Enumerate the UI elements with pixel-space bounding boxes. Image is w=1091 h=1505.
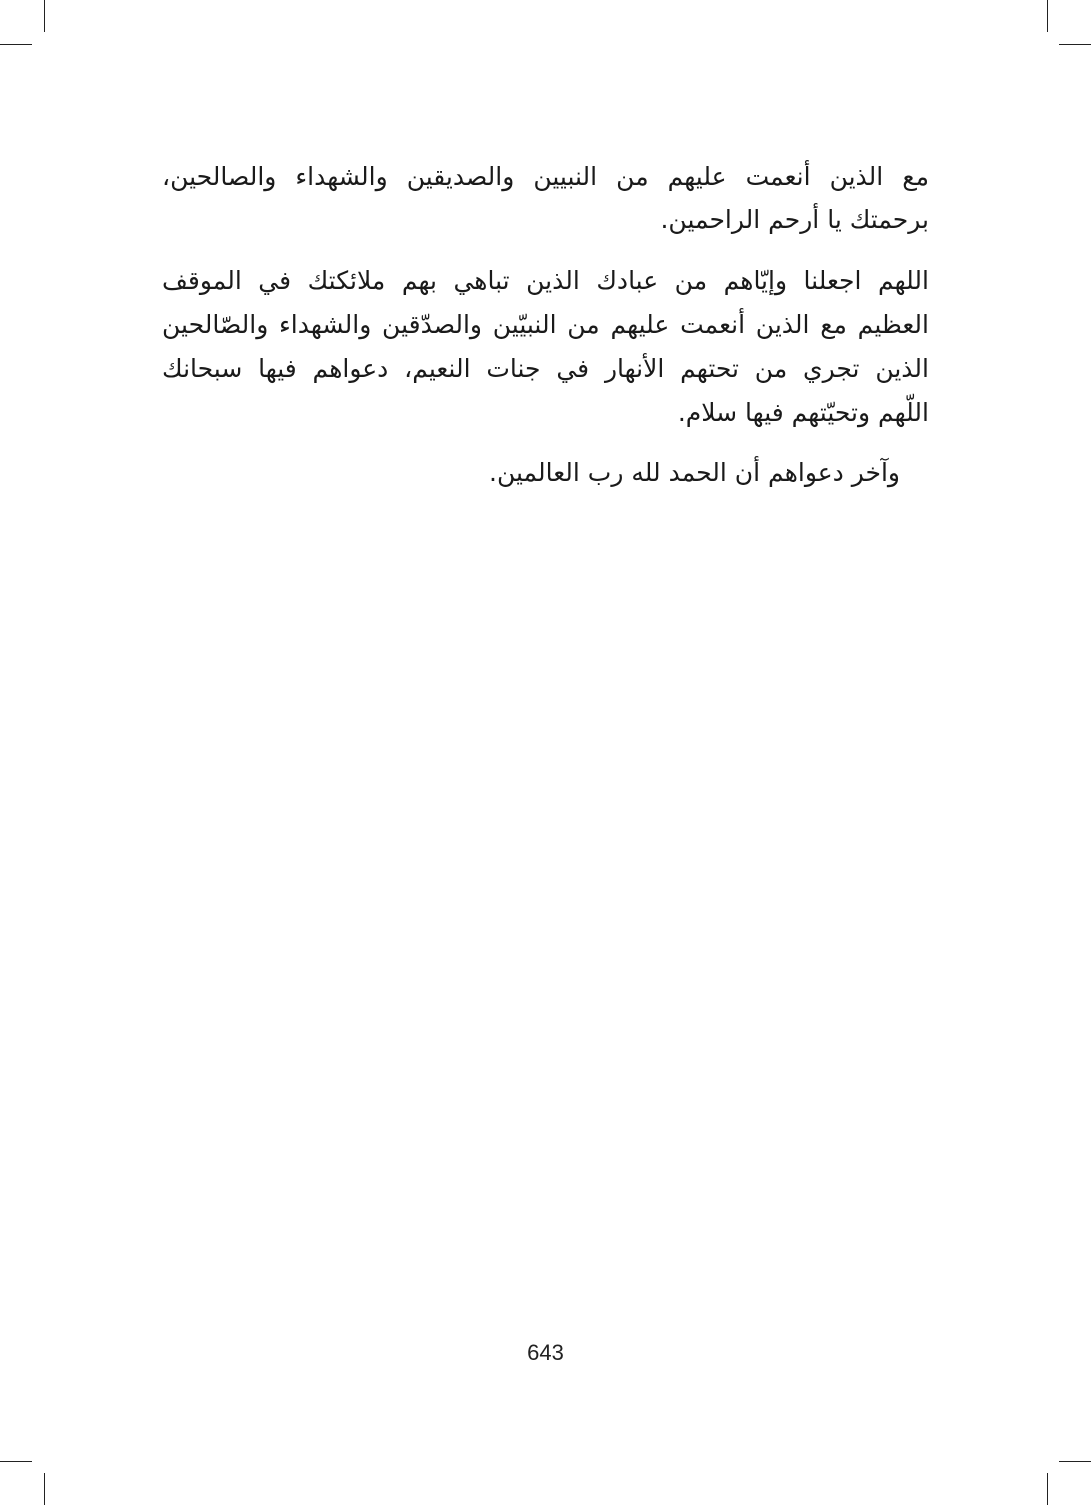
paragraph-1-line-2: برحمتك يا أرحم الراحمين. xyxy=(660,205,929,234)
paragraph-2-line-2: العظيم مع الذين أنعمت عليهم من النبيّين والصدّقين والشهداء والصّالحين xyxy=(162,310,929,339)
crop-mark-top-left-v xyxy=(44,0,45,32)
paragraph-1-line-1: مع الذين أنعمت عليهم من النبيين والصديقين والشهداء والصالحين، xyxy=(162,162,929,191)
crop-mark-bottom-left-v xyxy=(44,1473,45,1505)
page-number: 643 xyxy=(527,1340,564,1365)
crop-mark-bottom-right-h xyxy=(1059,1461,1091,1462)
crop-mark-bottom-left-h xyxy=(0,1461,32,1462)
crop-mark-bottom-right-v xyxy=(1047,1473,1048,1505)
crop-mark-top-right-v xyxy=(1047,0,1048,32)
paragraph-2-line-4: اللّهم وتحيّتهم فيها سلام. xyxy=(677,398,929,427)
paragraph-2-line-1: اللهم اجعلنا وإيّاهم من عبادك الذين تباهي بهم ملائكتك في الموقف xyxy=(162,266,929,295)
crop-mark-top-right-h xyxy=(1059,44,1091,45)
paragraph-2-line-3: الذين تجري من تحتهم الأنهار في جنات النعيم، دعواهم فيها سبحانك xyxy=(162,354,929,383)
crop-mark-top-left-h xyxy=(0,44,32,45)
paragraph-3-line-1: وآخر دعواهم أن الحمد لله رب العالمين. xyxy=(489,458,900,487)
